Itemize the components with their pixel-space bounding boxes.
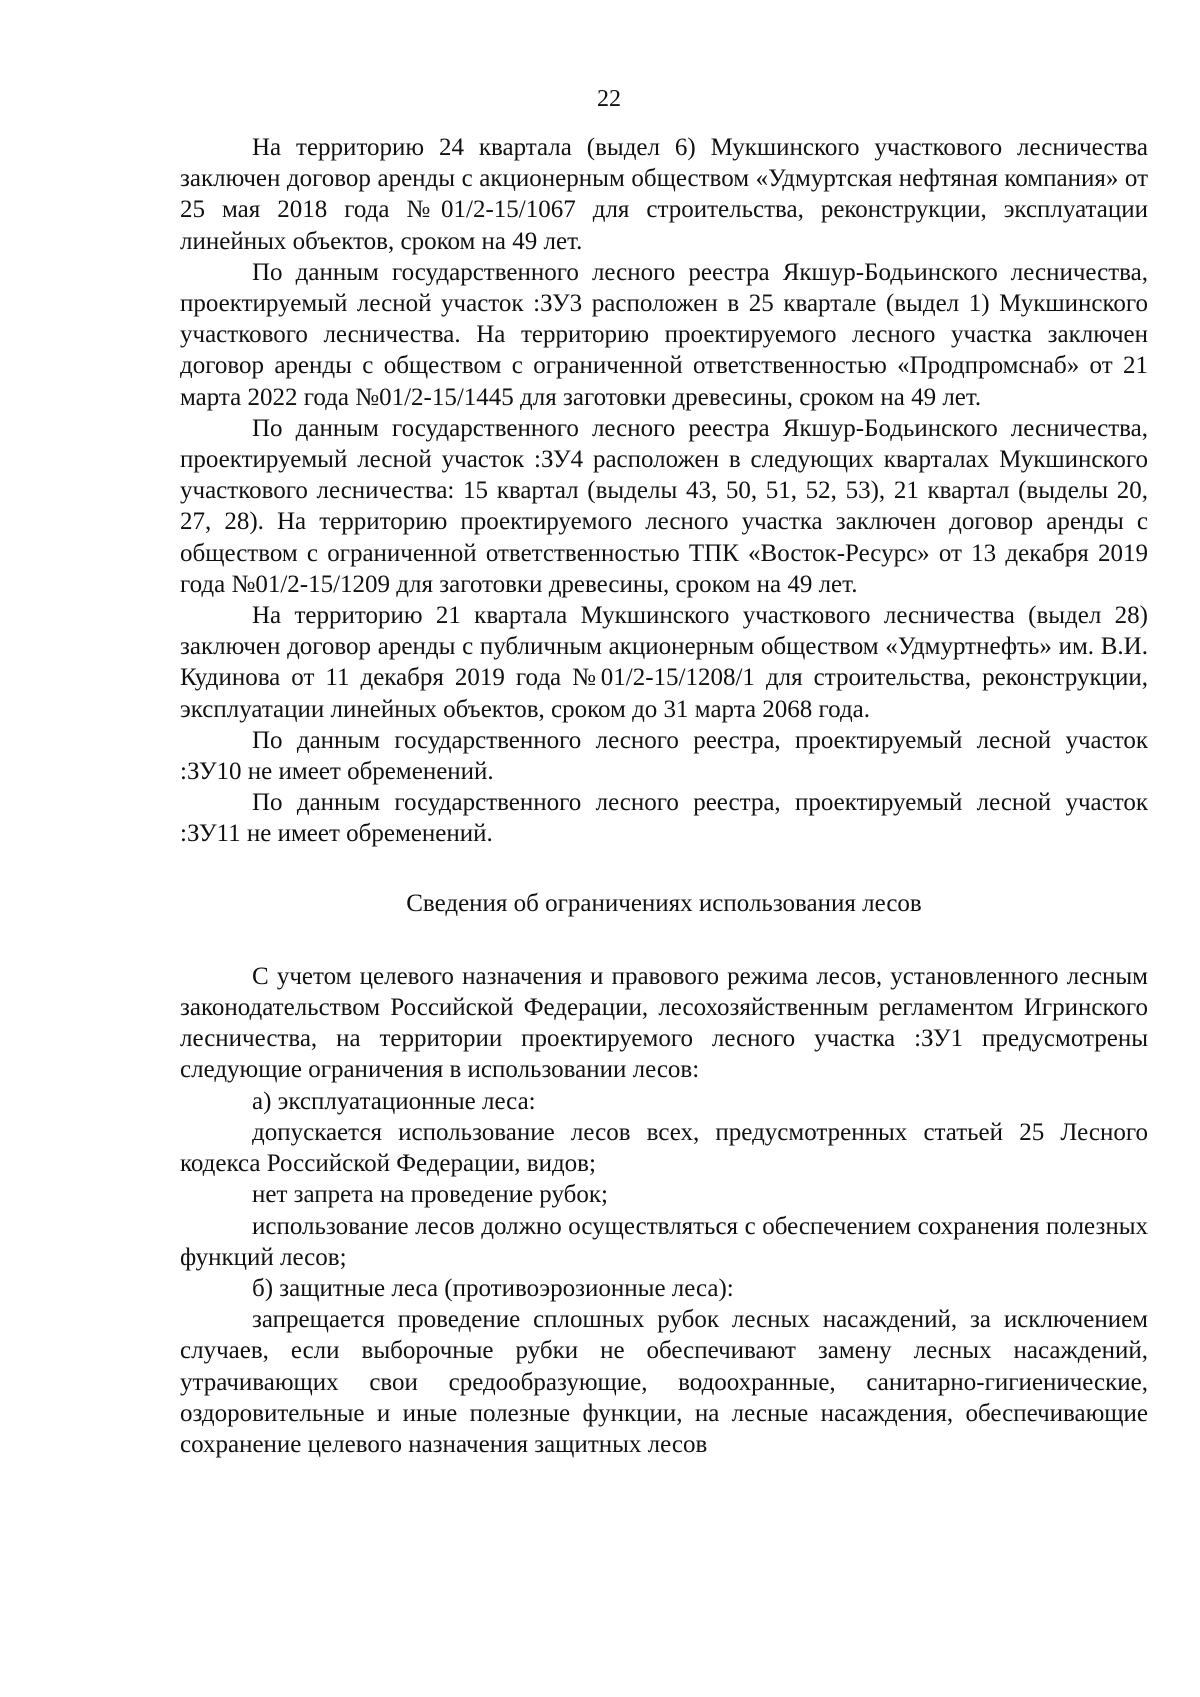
list-item-clear-cutting-ban: запрещается проведение сплошных рубок лесных насаждений, за исключением случаев, если выборочные рубки не обеспечивают замену лесных насаждений, утрачивающих свои средообразующие, водоохранные, санитарно-гигиенические, оздоровительные и иные полезные функции, на лесные насаждения, обеспечивающие сохранение целевого назначения защитных лесов <box>180 1306 1148 1458</box>
list-item-no-logging-ban: нет запрета на проведение рубок; <box>252 1181 608 1209</box>
list-item-protective-forests: б) защитные леса (противоэрозионные леса): <box>252 1274 734 1302</box>
section-heading: Сведения об ограничениях использования лесов <box>406 889 922 917</box>
paragraph-restrictions-intro: С учетом целевого назначения и правового режима лесов, установленного лесным законодательством Российской Федерации, лесохозяйственным регламентом Игринского лесничества, на территории проектируемого лесного участка :ЗУ1 предусмотрены следующие ограничения в использовании лесов: <box>180 962 1148 1084</box>
paragraph-plot-zu3: По данным государственного лесного реестра Якшур-Бодьинского лесничества, проектируемый лесной участок :ЗУ3 расположен в 25 квартале (выдел 1) Мукшинского участкового лесничества. На территорию проектируемого лесного участка заключен договор аренды с обществом с ограниченной ответственностью «Продпромснаб» от 21 марта 2022 года №01/2-15/1445 для заготовки древесины, сроком на 49 лет. <box>180 258 1148 411</box>
paragraph-plot-zu4: По данным государственного лесного реестра Якшур-Бодьинского лесничества, проектируемый лесной участок :ЗУ4 расположен в следующих кварталах Мукшинского участкового лесничества: 15 квартал (выделы 43, 50, 51, 52, 53), 21 квартал (выделы 20, 27, 28). На территорию проектируемого лесного участка заключен договор аренды с обществом с ограниченной ответственностью ТПК «Восток-Ресурс» от 13 декабря 2019 года №01/2-15/1209 для заготовки древесины, сроком на 49 лет. <box>180 414 1148 598</box>
list-item-preserve-functions: использование лесов должно осуществляться с обеспечением сохранения полезных функций лесов; <box>180 1212 1148 1271</box>
list-item-all-uses-allowed: допускается использование лесов всех, предусмотренных статьей 25 Лесного кодекса Российской Федерации, видов; <box>180 1118 1148 1178</box>
list-item-exploitation-forests: а) эксплуатационные леса: <box>252 1087 536 1115</box>
paragraph-lease-quarter-24: На территорию 24 квартала (выдел 6) Мукшинского участкового лесничества заключен договор аренды с акционерным обществом «Удмуртская нефтяная компания» от 25 мая 2018 года №01/2-15/1067 для строительства, реконструкции, эксплуатации линейных объектов, сроком на 49 лет. <box>180 134 1148 255</box>
document-body <box>180 132 1148 1460</box>
paragraph-plot-zu11: По данным государственного лесного реестра, проектируемый лесной участок :ЗУ11 не имеет обременений. <box>180 789 1148 848</box>
paragraph-plot-zu10: По данным государственного лесного реестра, проектируемый лесной участок :ЗУ10 не имеет обременений. <box>180 726 1148 786</box>
paragraph-lease-quarter-21: На территорию 21 квартала Мукшинского участкового лесничества (выдел 28) заключен договор аренды с публичным акционерным обществом «Удмуртнефть» им. В.И. Кудинова от 11 декабря 2019 года №01/2-15/1208/1 для строительства, реконструкции, эксплуатации линейных объектов, сроком до 31 марта 2068 года. <box>180 602 1148 723</box>
page-number: 22 <box>597 86 621 112</box>
